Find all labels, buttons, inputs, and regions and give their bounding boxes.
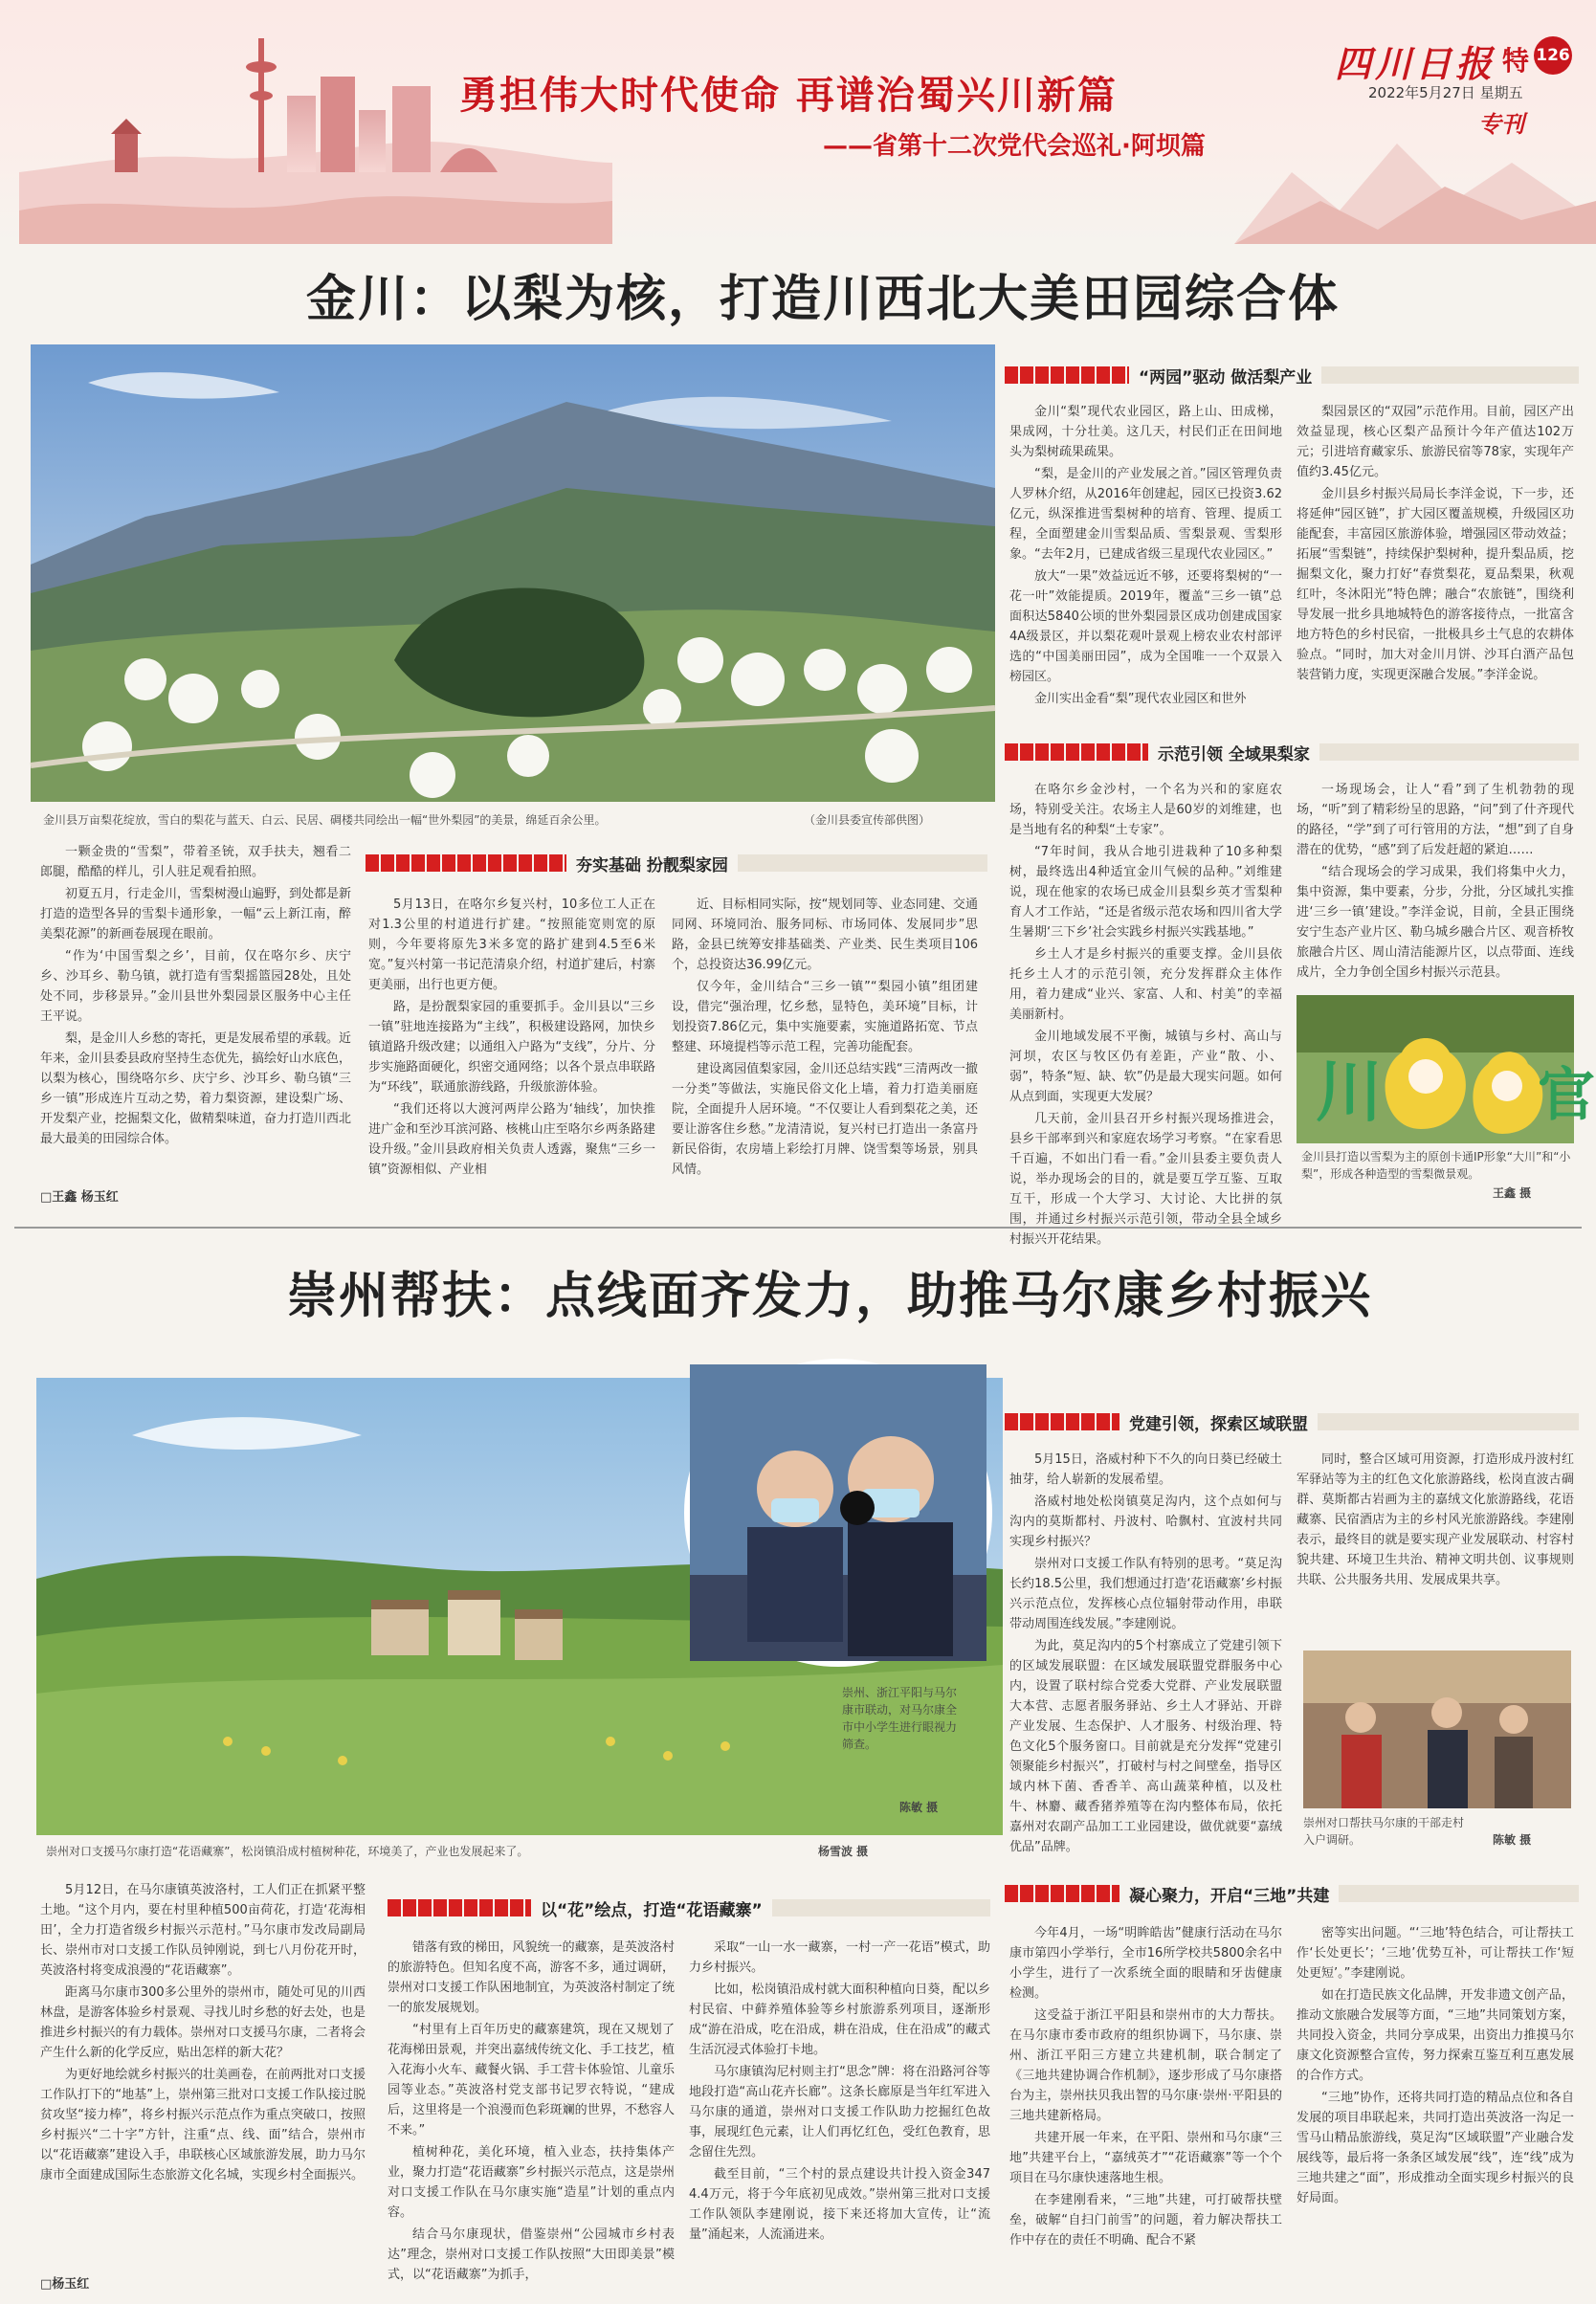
paragraph: 路，是扮靓梨家园的重要抓手。金川县以“三乡一镇”驻地连接路为“主线”，积极建设路网，加快乡镇道路升级改建；以通组入户路为“支线”，分片、分步实施路面硬化，织密交通网络；以各个景点串联路为“环线”，联通旅游线路，升级旅游体验。 xyxy=(368,1000,655,1095)
section1-sub2-header xyxy=(1005,362,1579,388)
issue-number: 126 xyxy=(1536,46,1570,65)
eye-screening-image xyxy=(690,1364,986,1661)
svg-text:官: 官 xyxy=(1538,1062,1595,1129)
section1-intro xyxy=(40,842,351,1177)
paragraph: 5月13日，在咯尔乡复兴村，10多位工人正在对1.3公里的村道进行扩建。“按照能宽则宽的原则，今年要将原先3米多宽的路扩建到4.5至6米宽。”复兴村第一书记范清泉介绍，村道扩建后，村寨更美丽，出行也更方便。 xyxy=(368,897,655,992)
section1-sub3-col-a xyxy=(1009,780,1282,1247)
section2-circle-credit: 陈敏 摄 xyxy=(899,1801,939,1814)
city-skyline-illustration xyxy=(19,19,612,244)
subhead-label: 示范引领 全域果梨家 xyxy=(1158,744,1310,764)
section2-sub2-photo-credit: 陈敏 摄 xyxy=(1493,1833,1532,1847)
section2-circle-photo xyxy=(684,1359,992,1667)
paragraph: 5月15日，洛威村种下不久的向日葵已经破土抽芽，给人崭新的发展希望。 xyxy=(1009,1452,1282,1487)
section1-sub1-header xyxy=(366,850,987,876)
section1-sub2-col-a xyxy=(1009,402,1282,737)
section1-sub3-header xyxy=(1005,739,1579,765)
paragraph: 金川地域发展不平衡，城镇与乡村、高山与河坝，农区与牧区仍有差距，产业“散、小、弱”，特条“短、缺、软”仍是最大现实问题。如何从点到面，实现更大发展？ xyxy=(1009,1030,1282,1104)
pear-blossom-valley-image xyxy=(31,344,995,802)
paragraph: 截至目前，“三个村的景点建设共计投入资金3474.4万元，将于今年底初见成效。”崇州第三批对口支援工作队领队李建刚说，接下来还将加大宣传，让“流量”涌起来，人流涌进来。 xyxy=(689,2167,990,2242)
column-label: 专刊 xyxy=(1478,111,1524,138)
paragraph: “7年时间，我从合地引进栽种了10多种梨树，最终选出4种适宜金川气候的品种。”刘维建说，现在他家的农场已成金川县梨乡英才雪梨种育人才工作站，“还是省级示范农场和四川省大学生暑期‘三下乡’社会实践乡村振兴实践基地。” xyxy=(1009,845,1282,940)
subhead-bar xyxy=(366,854,566,872)
paragraph: 距离马尔康市300多公里外的崇州市，随处可见的川西林盘，是游客体验乡村景观、寻找儿时乡愁的好去处，也是推进乡村振兴的有力载体。崇州对口支援马尔康，二者将会产生什么新的化学反应，贴出怎样的新大花？ xyxy=(40,1985,366,2060)
paragraph: 金川实出金看“梨”现代农业园区和世外 xyxy=(1034,692,1247,706)
paragraph: 建设离园值梨家园，金川还总结实践“三清两改一撤一分类”等做法，实施民俗文化上墙，着力打造美丽庭院，全面提升人居环境。“不仅要让人看到梨花之美，还要让游客住乡愁。”龙清清说，复兴村已打造出一条富丹新民俗街，农房墙上彩绘打月牌、饶雪梨等场景，别具风情。 xyxy=(672,1062,978,1177)
section2-sub2-photo-caption: 崇州对口帮扶马尔康的干部走村入户调研。 xyxy=(1303,1816,1465,1847)
paragraph: 初夏五月，行走金川，雪梨树漫山遍野，到处都是新打造的造型各异的雪梨卡通形象，一幅“云上新江南，醉美梨花源”的新画卷展现在眼前。 xyxy=(40,887,352,942)
mountain-illustration xyxy=(1234,105,1596,244)
section-divider xyxy=(14,1227,1582,1229)
section1-sub3-photo-caption: 金川县打造以雪梨为主的原创卡通IP形象“大川”和“小梨”，形成各种造型的雪梨微景观。 xyxy=(1301,1150,1571,1181)
svg-text:川: 川 xyxy=(1316,1052,1383,1131)
section1-photo-caption: 金川县万亩梨花绽放，雪白的梨花与蓝天、白云、民居、碉楼共同绘出一幅“世外梨园”的美景，绵延百余公里。 xyxy=(43,813,607,827)
section2-photo-credit: 杨雪波 摄 xyxy=(818,1845,869,1858)
subhead-label: 以“花”绘点，打造“花语藏寨” xyxy=(541,1900,763,1920)
paragraph: 洛威村地处松岗镇莫足沟内，这个点如何与沟内的莫斯都村、丹波村、哈飘村、宜波村共同实现乡村振兴？ xyxy=(1009,1495,1282,1549)
section1-sub1-col-b xyxy=(672,895,978,1201)
paragraph: “梨，是金川的产业发展之首。”园区管理负责人罗林介绍，从2016年创建起，园区已投资3.62亿元，纵深推进雪梨树种的培育、管理、提质工程，全面塑建金川雪梨品质、雪梨景观、雪梨形象。“去年2月，已建成省级三星现代农业园区。” xyxy=(1009,467,1282,562)
paragraph: 5月12日，在马尔康镇英波洛村，工人们正在抓紧平整土地。“这个月内，要在村里种植500亩荷花，打造‘花海相田’，全力打造省级乡村振兴示范村。”马尔康市发改局副局长、崇州市对口支援工作队员钟刚说，到七八月份花开时，英波洛村将变成浪漫的“花语藏寨”。 xyxy=(40,1883,366,1978)
section2-sub1-col-b xyxy=(689,1938,990,2296)
section1-photo-credit: （金川县委宣传部供图） xyxy=(804,813,931,827)
section2-sub2-header xyxy=(1005,1408,1579,1435)
section1-sub2-col-b xyxy=(1297,402,1574,737)
issue-date: 2022年5月27日 星期五 xyxy=(1368,84,1523,101)
paragraph: 梨园景区的“双园”示范作用。目前，园区产出效益显现，核心区梨产品预计今年产值达102万元；引进培育藏家乐、旅游民宿等78家，实现年产值约3.45亿元。 xyxy=(1297,405,1574,479)
issue-number-badge xyxy=(1534,36,1572,75)
paper-name: 四川日报 xyxy=(1335,43,1496,85)
section2-sub1-col-a xyxy=(388,1938,675,2296)
top-banner xyxy=(0,0,1596,244)
section2-sub3-header xyxy=(1005,1880,1579,1907)
section2-photo-caption: 崇州对口支援马尔康打造“花语藏寨”，松岗镇沿成村植树种花，环境美了，产业也发展起来了。 xyxy=(46,1845,529,1858)
paragraph: 在咯尔乡金沙村，一个名为兴和的家庭农场，特别受关注。农场主人是60岁的刘维建，也是当地有名的种梨“土专家”。 xyxy=(1009,783,1282,837)
subhead-bar xyxy=(1321,366,1579,384)
subhead-bar xyxy=(738,854,987,872)
subhead-bar xyxy=(1318,1413,1579,1430)
paragraph: 梨，是金川人乡愁的寄托，更是发展希望的承载。近年来，金川县委县政府坚持生态优先，搞绘好山水底色，以梨为核心，围绕咯尔乡、庆宁乡、沙耳乡、勒乌镇“三乡一镇”形成连片互动之势，着力梨资源，建设梨广场、开发梨产业，挖掘梨文化，做精梨味道，奋力打造川西北最大最美的田园综合体。 xyxy=(40,1031,352,1146)
subhead-bar xyxy=(1005,743,1148,761)
section1-sub3-photo-credit: 王鑫 摄 xyxy=(1493,1186,1532,1200)
paragraph: 马尔康镇沟尼村则主打“思念”牌：将在沿路河谷等地段打造“高山花卉长廊”。这条长廊原是当年红军进入马尔康的通道，崇州对口支援工作队助力挖掘红色故事，展现红色元素，让人们再忆红色，受红色教育，思念留住先烈。 xyxy=(689,2065,990,2160)
paragraph: “作为‘中国雪梨之乡’，目前，仅在咯尔乡、庆宁乡、沙耳乡、勒乌镇，就打造有雪梨摇篮园28处，且处处不同，步移景异。”金川县世外梨园景区服务中心主任王平说。 xyxy=(40,949,351,1024)
village-visit-image xyxy=(1303,1650,1571,1808)
paragraph: “三地”协作，还将共同打造的精品点位和各自发展的项目串联起来，共同打造出英波洛一沟足一雪马山精品旅游线，莫足沟“区域联盟”产业融合发展线等，最后将一条条区域发展“线”，连“线”成为三地共建之“面”，形成推动全面实现乡村振兴的良好局面。 xyxy=(1297,2091,1574,2205)
paragraph: 乡土人才是乡村振兴的重要支撑。金川县依托乡土人才的示范引领，充分发挥群众主体作用，着力建成“业兴、家富、人和、村美”的幸福美丽新村。 xyxy=(1009,947,1282,1022)
subhead-bar xyxy=(388,1899,531,1916)
section1-sub1-col-a xyxy=(368,895,655,1201)
paragraph: 几天前，金川县召开乡村振兴现场推进会，县乡干部率到兴和家庭农场学习考察。“在家看思千百遍，不如出门看一看。”金川县委主要负责人说，举办现场会的目的，就是要互学互鉴、互取互干，形成一个大学习、大讨论、大比拼的氛围，并通过乡村振兴示范引领，带动全县全域乡村振兴开花结果。 xyxy=(1009,1112,1282,1247)
section2-sub2-col-b xyxy=(1297,1450,1574,1641)
subhead-bar xyxy=(1005,366,1129,384)
section2-sub2-photo xyxy=(1303,1650,1571,1808)
section2-sub3-col-a xyxy=(1009,1923,1282,2296)
paragraph: 密等实出问题。“‘三地’特色结合，可让帮扶工作‘长处更长’；‘三地’优势互补，可让帮扶工作‘短处更短’。”李建刚说。 xyxy=(1297,1926,1574,1981)
paragraph: 今年4月，一场“明眸皓齿”健康行活动在马尔康市第四小学举行，全市16所学校共5800余名中小学生，进行了一次系统全面的眼睛和牙齿健康检测。 xyxy=(1009,1926,1282,2001)
section1-sub3-col-b xyxy=(1297,780,1574,986)
paragraph: 共建开展一年来，在平阳、崇州和马尔康“三地”共建平台上，“嘉绒英才”“花语藏寨”等一个个项目在马尔康快速落地生根。 xyxy=(1009,2131,1282,2185)
paragraph: 如在打造民族文化品牌，开发非遗文创产品，推动文旅融合发展等方面，“三地”共同策划方案，共同投入资金，共同分享成果，出资出力推摸马尔康文化资源整合宣传，努力探索互鉴互利互惠发展的合作方式。 xyxy=(1297,1988,1574,2083)
paragraph: 仅今年，金川结合“三乡一镇”“梨园小镇”组团建设，借完“强治理，忆乡愁，显特色，美环境”目标，计划投资7.86亿元，集中实施要素，实施道路拓宽、节点整建、环境提档等示范工程，完善功能配套。 xyxy=(672,980,978,1054)
section1-sub3-photo xyxy=(1297,995,1595,1143)
section2-sub2-col-a xyxy=(1009,1450,1282,1871)
pear-mascot-statues-image xyxy=(1297,995,1595,1143)
section2-circle-caption: 崇州、浙江平阳与马尔康市联动，对马尔康全市中小学生进行眼视力筛查。 xyxy=(842,1686,958,1751)
paragraph: 金川县乡村振兴局局长李洋金说，下一步，还将延伸“园区链”，扩大园区覆盖规模，升级园区功能配套，丰富园区旅游体验，增强园区带动效益；拓展“雪梨链”，持续保护梨树种，提升梨品质，挖掘梨文化，聚力打好“春赏梨花，夏品梨果，秋观红叶，冬沐阳光”特色牌；融合“农旅链”，围绕利导发展一批乡具地城特色的游客接待点，一批富含地方特色的乡村民宿，一批极具乡土气息的农耕体验点。“同时，加大对金川月饼、沙耳白酒产品包装营销力度，实现更深融合发展。”李洋金说。 xyxy=(1297,487,1574,682)
paragraph: 为此，莫足沟内的5个村寨成立了党建引领下的区域发展联盟：在区域发展联盟党群服务中心内，设置了联村综合党委大党群、产业发展联盟大本营、志愿者服务驿站、乡土人才驿站、开辟产业发展、生态保护、人才服务、村级治理、特色文化5个服务窗口。目前就是充分发挥“党建引领聚能乡村振兴”，打破村与村之间壁垒，指导区域内林下菌、香香羊、高山蔬菜种植，以及杜牛、林麝、藏香猪养殖等在沟内整体布局，依托嘉州对农副产品加工工业园建设，做优就要“嘉绒优品”品牌。 xyxy=(1009,1639,1282,1854)
paragraph: 近、目标相同实际，按“规划同等、业态同建、交通同网、环境同治、服务同标、市场同体、发展同步”思路，金县已统筹安排基础类、产业类、民生类项目106个，总投资达36.99亿元。 xyxy=(672,897,978,972)
paragraph: 一颗金贵的“雪梨”，带着圣铳，双手扶夫，翘看二郎腿，酷酷的样儿，引人驻足观看拍照。 xyxy=(40,845,351,879)
paragraph: 错落有致的梯田，风貌统一的藏寨，是英波洛村的旅游特色。但知名度不高，游客不多，通过调研，崇州对口支援工作队困地制宜，为英波洛村制定了统一的旅发展规划。 xyxy=(388,1940,675,2015)
subhead-label: 党建引领，探索区域联盟 xyxy=(1129,1414,1308,1434)
paragraph: 放大“一果”效益远近不够，还要将梨树的“一花一叶”效能提质。2019年，覆盖“三乡一镇”总面积达5840公顷的世外梨园景区成功创建成国家4A级景区，并以梨花观叶景观上榜农业农村部评选的“中国美丽田园”，成为全国唯一一个双景入榜园区。 xyxy=(1009,569,1282,684)
special-label: 特 xyxy=(1502,45,1530,77)
section1-main-photo xyxy=(31,344,995,802)
paragraph: 金川“梨”现代农业园区，路上山、田成梯，果成网，十分壮美。这几天，村民们正在田间地头为梨树疏果疏果。 xyxy=(1009,405,1282,459)
subhead-bar xyxy=(772,1899,990,1916)
paragraph: 结合马尔康现状，借鉴崇州“公园城市乡村表达”理念，崇州对口支援工作队按照“大田即美景”模式，以“花语藏寨”为抓手， xyxy=(388,2227,675,2282)
subhead-label: “两园”驱动 做活梨产业 xyxy=(1139,367,1313,388)
banner-headline: 勇担伟大时代使命 再谱治蜀兴川新篇 xyxy=(459,74,1118,118)
subhead-bar xyxy=(1005,1413,1119,1430)
banner-subheadline: ——省第十二次党代会巡礼·阿坝篇 xyxy=(823,132,1206,161)
paragraph: 植树种花，美化环境，植入业态，扶持集体产业，聚力打造“花语藏寨”乡村振兴示范点，这是崇州对口支援工作队在马尔康实施“造星”计划的重点内容。 xyxy=(388,2145,675,2220)
subhead-label: 夯实基础 扮靓梨家园 xyxy=(576,855,728,875)
paragraph: 在李建刚看来，“三地”共建，可打破帮扶壁垒，破解“自扫门前雪”的问题，着力解决帮扶工作中存在的责任不明确、配合不紧 xyxy=(1009,2193,1282,2248)
paragraph: 一场现场会，让人“看”到了生机勃勃的现场，“听”到了精彩纷呈的思路，“问”到了什齐现代的路径，“学”到了可行管用的方法，“想”到了自身潜在的优势，“感”到了后发赶超的紧迫…… xyxy=(1297,783,1574,857)
paragraph: 这受益于浙江平阳县和崇州市的大力帮扶。在马尔康市委市政府的组织协调下，马尔康、崇州、浙江平阳三方建立共建机制，联合制定了《三地共建协调合作机制》，逐步形成了马尔康搭台为主，崇州扶贝我出智的马尔康·崇州·平阳县的三地共建新格局。 xyxy=(1009,2008,1282,2123)
section1-intro-byline: □王鑫 杨玉红 xyxy=(40,1190,119,1205)
subhead-label: 凝心聚力，开启“三地”共建 xyxy=(1129,1886,1330,1906)
subhead-bar xyxy=(1319,743,1579,761)
subhead-bar xyxy=(1339,1885,1579,1902)
section2-title: 崇州帮扶：点线面齐发力，助推马尔康乡村振兴 xyxy=(287,1268,1373,1325)
section2-intro xyxy=(40,1880,366,2258)
paragraph: 采取“一山一水一藏寨，一村一产一花语”模式，助力乡村振兴。 xyxy=(689,1940,990,1975)
subhead-bar xyxy=(1005,1885,1119,1902)
section2-sub1-header xyxy=(388,1894,990,1921)
paragraph: 同时，整合区域可用资源，打造形成丹波村红军驿站等为主的红色文化旅游路线，松岗直波古碉群、莫斯都古岩画为主的嘉绒文化旅游路线，花语藏寨、民宿酒店为主的乡村风光旅游路线。李建刚表示，最终目的就是要实现产业发展联动、村容村貌共建、环境卫生共治、精神文明共创、议事规则共联、公共服务共用、发展成果共享。 xyxy=(1297,1452,1574,1587)
section2-sub3-col-b xyxy=(1297,1923,1574,2296)
section1-title: 金川：以梨为核，打造川西北大美田园综合体 xyxy=(306,271,1341,328)
paragraph: 比如，松岗镇沿成村就大面积种植向日葵，配以乡村民宿、中藓养殖体验等乡村旅游系列项目，逐渐形成“游在沿成，吃在沿成，耕在沿成，住在沿成”的藏式生活沉浸式体验打卡地。 xyxy=(689,1983,990,2057)
paragraph: 崇州对口支援工作队有特别的思考。“莫足沟长约18.5公里，我们想通过打造‘花语藏寨’乡村振兴示范点位，发挥核心点位辐射带动作用，串联带动周围连线发展。”李建刚说。 xyxy=(1009,1557,1282,1631)
paragraph: “村里有上百年历史的藏寨建筑，现在又规划了花海梯田景观，并突出嘉绒传统文化、手工技艺，植入花海小火车、藏餐火锅、手工营卡体验馆、儿童乐园等业态。”英波洛村党支部书记罗衣特说，“建成后，这里将是一个浪漫而色彩斑斓的世界，不愁容人不来。” xyxy=(388,2023,675,2138)
section2-intro-byline: □杨玉红 xyxy=(40,2277,90,2292)
paragraph: “我们还将以大渡河两岸公路为‘轴线’，加快推进广金和至沙耳滨河路、核桃山庄至咯尔乡两条路建设升级。”金川县政府相关负责人透露，聚焦“三乡一镇”资源相似、产业相 xyxy=(368,1102,655,1177)
paragraph: “结合现场会的学习成果，我们将集中火力，集中资源，集中要素，分步，分批，分区域扎实推进‘三乡一镇’建设。”李洋金说，目前，全县正围绕安宁生态产业片区、勒乌城乡融合片区、观音桥牧旅融合片区、周山清洁能源片区，以点带面、连线成片，全力争创全国乡村振兴示范县。 xyxy=(1297,865,1574,980)
paragraph: 为更好地绘就乡村振兴的壮美画卷，在前两批对口支援工作队打下的“地基”上，崇州第三批对口支援工作队接过脱贫攻坚“接力棒”，将乡村振兴示范点作为重点突破口，按照乡村振兴“二十字”方针，注重“点、线、面”结合，崇州市以“花语藏寨”建设入手，串联核心区域旅游发展，助力马尔康市全面建成国际生态旅游文化名城，实现乡村全面振兴。 xyxy=(40,2068,366,2182)
